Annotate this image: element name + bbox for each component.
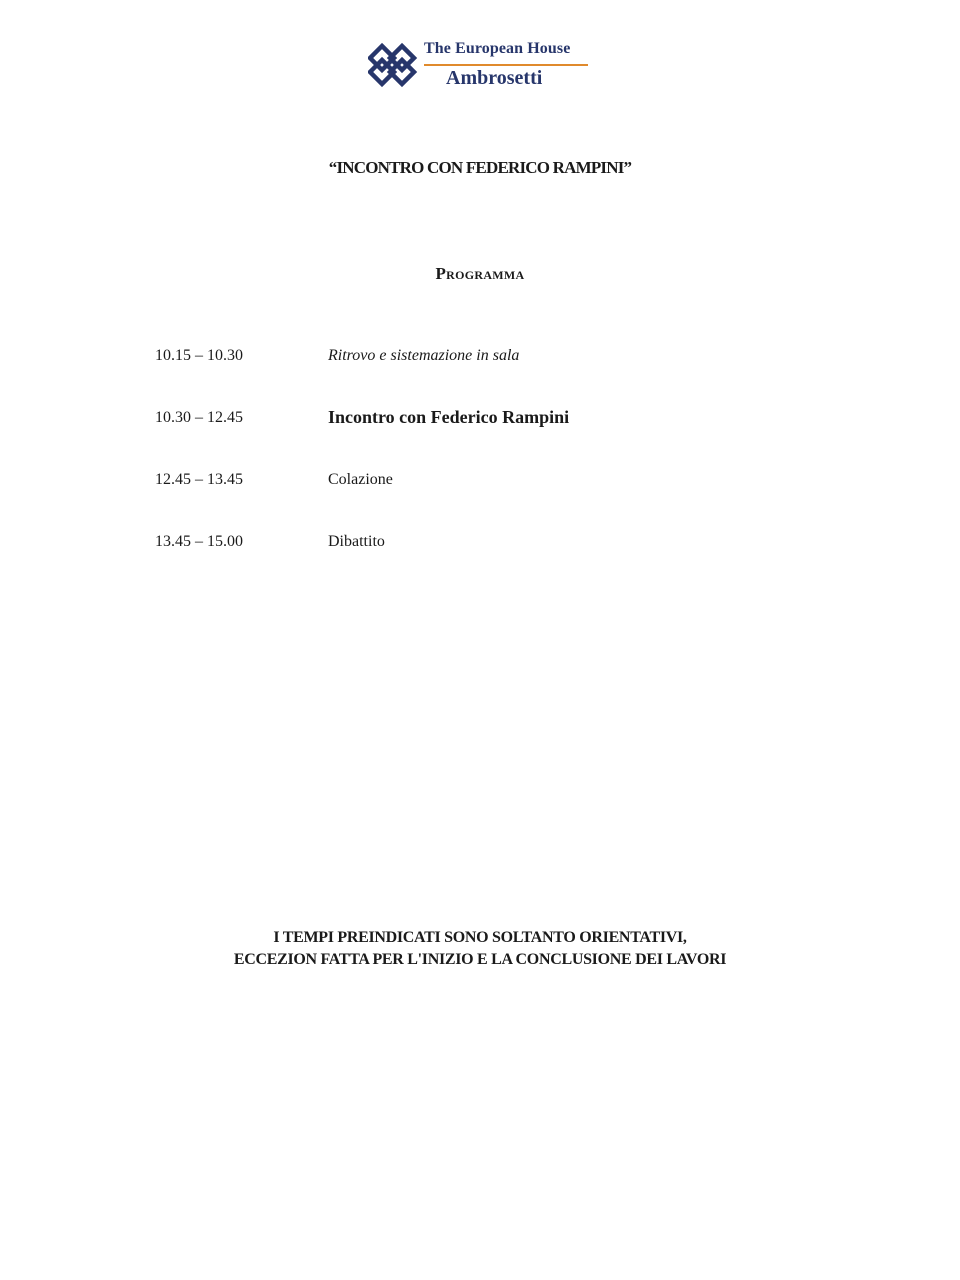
schedule-activity: Colazione bbox=[328, 471, 393, 488]
schedule-time: 12.45 – 13.45 bbox=[155, 471, 243, 488]
schedule-row bbox=[155, 409, 795, 471]
program-heading: Programma bbox=[435, 264, 525, 283]
logo-name-line2: Ambrosetti bbox=[446, 67, 543, 89]
logo-name-line1: The European House bbox=[424, 40, 571, 57]
schedule-activity: Ritrovo e sistemazione in sala bbox=[328, 347, 520, 364]
schedule-row bbox=[155, 533, 795, 595]
schedule-list bbox=[155, 347, 795, 595]
schedule-row bbox=[155, 471, 795, 533]
schedule-activity: Incontro con Federico Rampini bbox=[328, 407, 570, 427]
timing-note-line2: ECCEZION FATTA PER L'INIZIO E LA CONCLUSIONE DEI LAVORI bbox=[233, 951, 727, 968]
logo-divider bbox=[424, 64, 588, 66]
company-logo bbox=[368, 40, 590, 90]
event-title: “INCONTRO CON FEDERICO RAMPINI” bbox=[328, 158, 632, 177]
schedule-time: 10.15 – 10.30 bbox=[155, 347, 243, 364]
logo-mark-icon bbox=[368, 42, 418, 88]
timing-note-line1: I TEMPI PREINDICATI SONO SOLTANTO ORIENTATIVI, bbox=[273, 929, 687, 946]
schedule-row bbox=[155, 347, 795, 409]
schedule-time: 10.30 – 12.45 bbox=[155, 409, 243, 426]
schedule-time: 13.45 – 15.00 bbox=[155, 533, 243, 550]
schedule-activity: Dibattito bbox=[328, 533, 385, 550]
timing-note bbox=[0, 927, 960, 971]
